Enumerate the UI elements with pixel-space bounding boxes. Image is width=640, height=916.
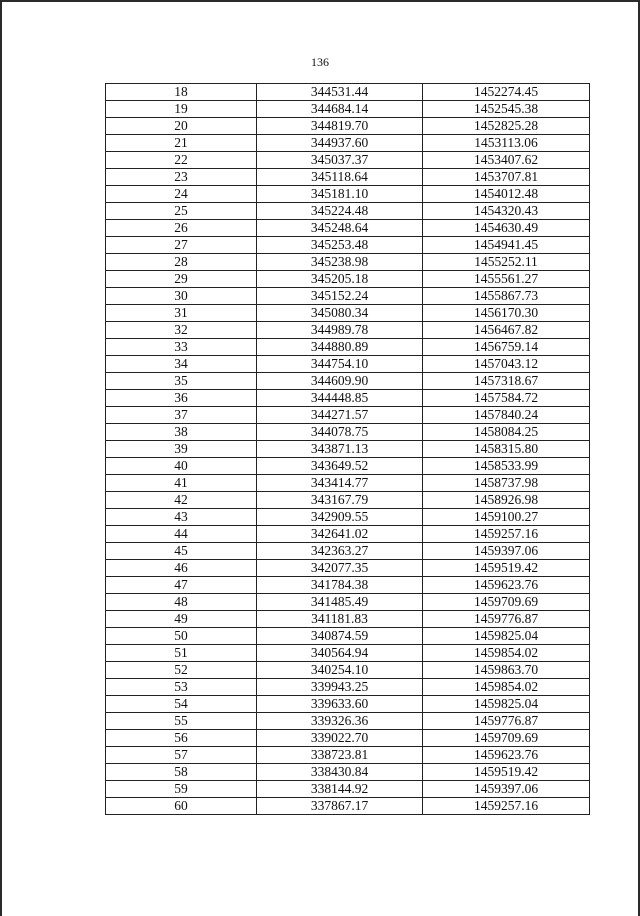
x-coordinate-cell: 340254.10 xyxy=(257,662,423,679)
table-row xyxy=(106,135,590,152)
y-coordinate-cell: 1459100.27 xyxy=(423,509,590,526)
y-coordinate-cell: 1459709.69 xyxy=(423,730,590,747)
x-coordinate-cell: 344271.57 xyxy=(257,407,423,424)
coordinate-table xyxy=(105,83,590,815)
y-coordinate-cell: 1459863.70 xyxy=(423,662,590,679)
x-coordinate-cell: 337867.17 xyxy=(257,798,423,815)
point-number-cell: 56 xyxy=(106,730,257,747)
table-row xyxy=(106,101,590,118)
y-coordinate-cell: 1455252.11 xyxy=(423,254,590,271)
point-number-cell: 27 xyxy=(106,237,257,254)
coordinate-table-body xyxy=(106,84,590,815)
table-row xyxy=(106,645,590,662)
point-number-cell: 45 xyxy=(106,543,257,560)
point-number-cell: 48 xyxy=(106,594,257,611)
y-coordinate-cell: 1456467.82 xyxy=(423,322,590,339)
x-coordinate-cell: 338430.84 xyxy=(257,764,423,781)
x-coordinate-cell: 342363.27 xyxy=(257,543,423,560)
x-coordinate-cell: 345248.64 xyxy=(257,220,423,237)
y-coordinate-cell: 1459623.76 xyxy=(423,747,590,764)
point-number-cell: 18 xyxy=(106,84,257,101)
x-coordinate-cell: 343414.77 xyxy=(257,475,423,492)
table-row xyxy=(106,356,590,373)
x-coordinate-cell: 344684.14 xyxy=(257,101,423,118)
point-number-cell: 21 xyxy=(106,135,257,152)
page-number: 136 xyxy=(311,55,329,69)
y-coordinate-cell: 1458737.98 xyxy=(423,475,590,492)
y-coordinate-cell: 1459257.16 xyxy=(423,526,590,543)
y-coordinate-cell: 1458926.98 xyxy=(423,492,590,509)
y-coordinate-cell: 1459709.69 xyxy=(423,594,590,611)
point-number-cell: 36 xyxy=(106,390,257,407)
x-coordinate-cell: 341784.38 xyxy=(257,577,423,594)
x-coordinate-cell: 345037.37 xyxy=(257,152,423,169)
x-coordinate-cell: 339633.60 xyxy=(257,696,423,713)
table-row xyxy=(106,798,590,815)
point-number-cell: 60 xyxy=(106,798,257,815)
table-row xyxy=(106,475,590,492)
y-coordinate-cell: 1458084.25 xyxy=(423,424,590,441)
x-coordinate-cell: 344531.44 xyxy=(257,84,423,101)
table-row xyxy=(106,84,590,101)
x-coordinate-cell: 345253.48 xyxy=(257,237,423,254)
table-row xyxy=(106,237,590,254)
point-number-cell: 32 xyxy=(106,322,257,339)
point-number-cell: 41 xyxy=(106,475,257,492)
table-row xyxy=(106,458,590,475)
point-number-cell: 20 xyxy=(106,118,257,135)
y-coordinate-cell: 1454320.43 xyxy=(423,203,590,220)
x-coordinate-cell: 341485.49 xyxy=(257,594,423,611)
table-row xyxy=(106,628,590,645)
point-number-cell: 54 xyxy=(106,696,257,713)
x-coordinate-cell: 341181.83 xyxy=(257,611,423,628)
table-row xyxy=(106,764,590,781)
x-coordinate-cell: 345224.48 xyxy=(257,203,423,220)
page-edge xyxy=(0,0,2,916)
x-coordinate-cell: 344754.10 xyxy=(257,356,423,373)
table-row xyxy=(106,509,590,526)
point-number-cell: 40 xyxy=(106,458,257,475)
table-row xyxy=(106,373,590,390)
point-number-cell: 23 xyxy=(106,169,257,186)
x-coordinate-cell: 342909.55 xyxy=(257,509,423,526)
point-number-cell: 43 xyxy=(106,509,257,526)
y-coordinate-cell: 1459776.87 xyxy=(423,611,590,628)
y-coordinate-cell: 1453407.62 xyxy=(423,152,590,169)
point-number-cell: 19 xyxy=(106,101,257,118)
y-coordinate-cell: 1459854.02 xyxy=(423,679,590,696)
x-coordinate-cell: 339022.70 xyxy=(257,730,423,747)
y-coordinate-cell: 1457584.72 xyxy=(423,390,590,407)
x-coordinate-cell: 345181.10 xyxy=(257,186,423,203)
table-row xyxy=(106,118,590,135)
y-coordinate-cell: 1459397.06 xyxy=(423,781,590,798)
point-number-cell: 42 xyxy=(106,492,257,509)
table-row xyxy=(106,747,590,764)
point-number-cell: 24 xyxy=(106,186,257,203)
x-coordinate-cell: 344880.89 xyxy=(257,339,423,356)
table-row xyxy=(106,662,590,679)
x-coordinate-cell: 344819.70 xyxy=(257,118,423,135)
point-number-cell: 53 xyxy=(106,679,257,696)
y-coordinate-cell: 1457318.67 xyxy=(423,373,590,390)
x-coordinate-cell: 342641.02 xyxy=(257,526,423,543)
table-row xyxy=(106,543,590,560)
x-coordinate-cell: 338144.92 xyxy=(257,781,423,798)
y-coordinate-cell: 1459623.76 xyxy=(423,577,590,594)
y-coordinate-cell: 1459519.42 xyxy=(423,764,590,781)
y-coordinate-cell: 1456170.30 xyxy=(423,305,590,322)
x-coordinate-cell: 345118.64 xyxy=(257,169,423,186)
x-coordinate-cell: 343167.79 xyxy=(257,492,423,509)
table-row xyxy=(106,730,590,747)
table-row xyxy=(106,560,590,577)
table-row xyxy=(106,424,590,441)
point-number-cell: 37 xyxy=(106,407,257,424)
x-coordinate-cell: 345238.98 xyxy=(257,254,423,271)
x-coordinate-cell: 340564.94 xyxy=(257,645,423,662)
y-coordinate-cell: 1454012.48 xyxy=(423,186,590,203)
y-coordinate-cell: 1454630.49 xyxy=(423,220,590,237)
y-coordinate-cell: 1452545.38 xyxy=(423,101,590,118)
page-edge xyxy=(0,0,640,2)
point-number-cell: 52 xyxy=(106,662,257,679)
y-coordinate-cell: 1459519.42 xyxy=(423,560,590,577)
table-row xyxy=(106,203,590,220)
point-number-cell: 26 xyxy=(106,220,257,237)
y-coordinate-cell: 1459776.87 xyxy=(423,713,590,730)
y-coordinate-cell: 1456759.14 xyxy=(423,339,590,356)
point-number-cell: 38 xyxy=(106,424,257,441)
x-coordinate-cell: 344078.75 xyxy=(257,424,423,441)
point-number-cell: 33 xyxy=(106,339,257,356)
x-coordinate-cell: 340874.59 xyxy=(257,628,423,645)
x-coordinate-cell: 344609.90 xyxy=(257,373,423,390)
table-row xyxy=(106,305,590,322)
table-row xyxy=(106,526,590,543)
x-coordinate-cell: 339326.36 xyxy=(257,713,423,730)
table-row xyxy=(106,339,590,356)
point-number-cell: 25 xyxy=(106,203,257,220)
y-coordinate-cell: 1459854.02 xyxy=(423,645,590,662)
table-row xyxy=(106,390,590,407)
table-row xyxy=(106,577,590,594)
table-row xyxy=(106,781,590,798)
y-coordinate-cell: 1459257.16 xyxy=(423,798,590,815)
point-number-cell: 22 xyxy=(106,152,257,169)
point-number-cell: 34 xyxy=(106,356,257,373)
point-number-cell: 46 xyxy=(106,560,257,577)
x-coordinate-cell: 345152.24 xyxy=(257,288,423,305)
point-number-cell: 59 xyxy=(106,781,257,798)
x-coordinate-cell: 344937.60 xyxy=(257,135,423,152)
y-coordinate-cell: 1455867.73 xyxy=(423,288,590,305)
point-number-cell: 57 xyxy=(106,747,257,764)
y-coordinate-cell: 1458315.80 xyxy=(423,441,590,458)
y-coordinate-cell: 1459825.04 xyxy=(423,628,590,645)
y-coordinate-cell: 1453113.06 xyxy=(423,135,590,152)
point-number-cell: 44 xyxy=(106,526,257,543)
x-coordinate-cell: 339943.25 xyxy=(257,679,423,696)
y-coordinate-cell: 1455561.27 xyxy=(423,271,590,288)
table-row xyxy=(106,169,590,186)
point-number-cell: 47 xyxy=(106,577,257,594)
y-coordinate-cell: 1457840.24 xyxy=(423,407,590,424)
point-number-cell: 55 xyxy=(106,713,257,730)
y-coordinate-cell: 1453707.81 xyxy=(423,169,590,186)
table-row xyxy=(106,696,590,713)
table-row xyxy=(106,407,590,424)
point-number-cell: 30 xyxy=(106,288,257,305)
point-number-cell: 29 xyxy=(106,271,257,288)
x-coordinate-cell: 343871.13 xyxy=(257,441,423,458)
y-coordinate-cell: 1459825.04 xyxy=(423,696,590,713)
point-number-cell: 39 xyxy=(106,441,257,458)
point-number-cell: 50 xyxy=(106,628,257,645)
point-number-cell: 58 xyxy=(106,764,257,781)
table-row xyxy=(106,322,590,339)
y-coordinate-cell: 1459397.06 xyxy=(423,543,590,560)
x-coordinate-cell: 343649.52 xyxy=(257,458,423,475)
point-number-cell: 49 xyxy=(106,611,257,628)
y-coordinate-cell: 1458533.99 xyxy=(423,458,590,475)
table-row xyxy=(106,492,590,509)
x-coordinate-cell: 345205.18 xyxy=(257,271,423,288)
table-row xyxy=(106,679,590,696)
table-row xyxy=(106,186,590,203)
table-row xyxy=(106,594,590,611)
x-coordinate-cell: 342077.35 xyxy=(257,560,423,577)
table-row xyxy=(106,254,590,271)
y-coordinate-cell: 1452825.28 xyxy=(423,118,590,135)
point-number-cell: 31 xyxy=(106,305,257,322)
table-row xyxy=(106,288,590,305)
table-row xyxy=(106,220,590,237)
x-coordinate-cell: 345080.34 xyxy=(257,305,423,322)
table-row xyxy=(106,271,590,288)
point-number-cell: 28 xyxy=(106,254,257,271)
table-row xyxy=(106,713,590,730)
table-row xyxy=(106,611,590,628)
y-coordinate-cell: 1452274.45 xyxy=(423,84,590,101)
point-number-cell: 51 xyxy=(106,645,257,662)
table-row xyxy=(106,152,590,169)
x-coordinate-cell: 338723.81 xyxy=(257,747,423,764)
x-coordinate-cell: 344989.78 xyxy=(257,322,423,339)
point-number-cell: 35 xyxy=(106,373,257,390)
table-row xyxy=(106,441,590,458)
x-coordinate-cell: 344448.85 xyxy=(257,390,423,407)
y-coordinate-cell: 1454941.45 xyxy=(423,237,590,254)
y-coordinate-cell: 1457043.12 xyxy=(423,356,590,373)
